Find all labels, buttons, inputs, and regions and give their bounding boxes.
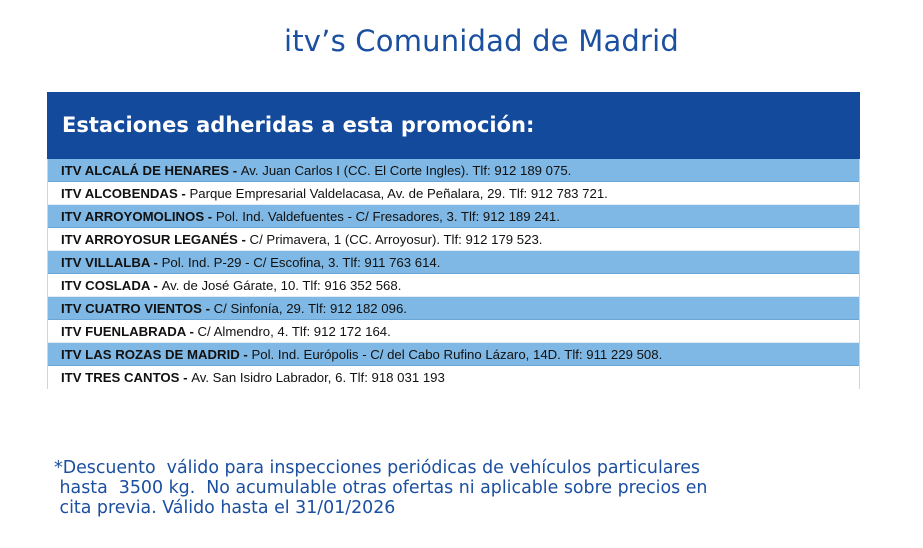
station-row: [48, 343, 859, 366]
station-name: ITV COSLADA -: [61, 278, 162, 293]
station-row: [48, 274, 859, 297]
station-details: C/ Almendro, 4. Tlf: 912 172 164.: [197, 324, 391, 339]
station-details: Pol. Ind. Európolis - C/ del Cabo Rufino Lázaro, 14D. Tlf: 911 229 508.: [251, 347, 663, 362]
station-details: Parque Empresarial Valdelacasa, Av. de Peñalara, 29. Tlf: 912 783 721.: [189, 186, 608, 201]
stations-list: [47, 159, 860, 389]
station-row: [48, 182, 859, 205]
station-name: ITV ALCOBENDAS -: [61, 186, 190, 201]
page-title: itv’s Comunidad de Madrid: [283, 24, 680, 58]
station-row: [48, 320, 859, 343]
station-details: Av. San Isidro Labrador, 6. Tlf: 918 031 193: [191, 370, 445, 385]
stations-table: [47, 92, 860, 389]
station-details: Pol. Ind. P-29 - C/ Escofina, 3. Tlf: 911 763 614.: [161, 255, 441, 270]
station-name: ITV VILLALBA -: [61, 255, 162, 270]
station-details: C/ Sinfonía, 29. Tlf: 912 182 096.: [213, 301, 407, 316]
station-row: [48, 205, 859, 228]
station-name: ITV CUATRO VIENTOS -: [61, 301, 214, 316]
station-details: Pol. Ind. Valdefuentes - C/ Fresadores, 3. Tlf: 912 189 241.: [215, 209, 560, 224]
station-row: [48, 251, 859, 274]
station-name: ITV FUENLABRADA -: [61, 324, 198, 339]
station-row: [48, 159, 859, 182]
disclaimer-footnote: [54, 458, 874, 518]
table-header: Estaciones adheridas a esta promoción:: [47, 92, 860, 159]
station-name: ITV LAS ROZAS DE MADRID -: [61, 347, 252, 362]
station-row: [48, 366, 859, 389]
station-name: ITV ARROYOMOLINOS -: [61, 209, 216, 224]
footnote-line: hasta 3500 kg. No acumulable otras ofertas ni aplicable sobre precios en: [54, 478, 708, 498]
station-name: ITV TRES CANTOS -: [61, 370, 192, 385]
station-details: Av. Juan Carlos I (CC. El Corte Ingles). Tlf: 912 189 075.: [240, 163, 572, 178]
station-details: Av. de José Gárate, 10. Tlf: 916 352 568.: [161, 278, 402, 293]
station-name: ITV ARROYOSUR LEGANÉS -: [61, 232, 250, 247]
footnote-line: *Descuento válido para inspecciones periódicas de vehículos particulares: [54, 458, 700, 478]
station-row: [48, 297, 859, 320]
footnote-line: cita previa. Válido hasta el 31/01/2026: [54, 498, 396, 518]
station-row: [48, 228, 859, 251]
station-name: ITV ALCALÁ DE HENARES -: [61, 163, 241, 178]
station-details: C/ Primavera, 1 (CC. Arroyosur). Tlf: 912 179 523.: [249, 232, 543, 247]
